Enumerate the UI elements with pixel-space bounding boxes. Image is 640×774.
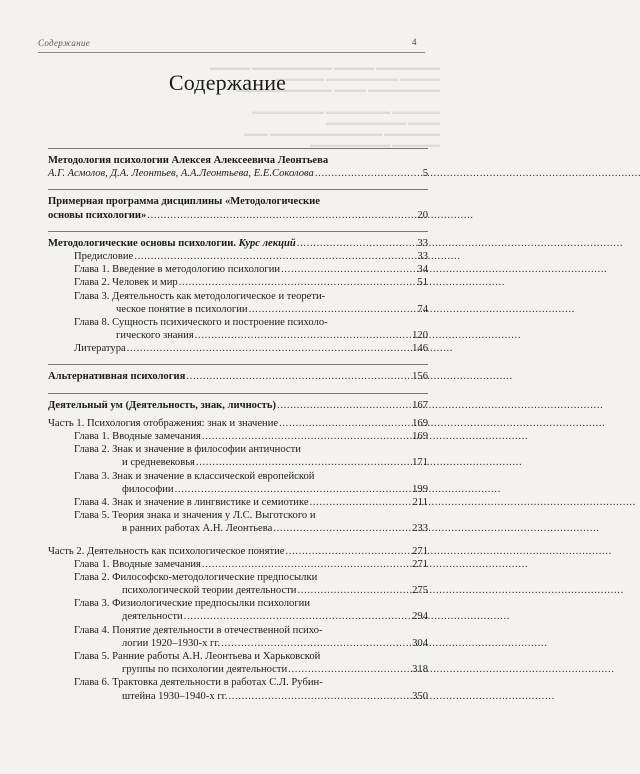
toc-page-number: 167: [412, 399, 428, 411]
toc-entry-title: Глава 2. Знак и значение в философии античности: [74, 444, 301, 456]
toc-entry[interactable]: [48, 496, 428, 509]
toc-entry-title: Глава 4. Знак и значение в лингвистике и семиотике: [74, 496, 309, 508]
toc-entry-title-cont: психологической теории деятельности: [122, 585, 297, 597]
toc-page-number: 169: [412, 431, 428, 442]
toc-part[interactable]: [48, 417, 428, 430]
toc-entry-title: Глава 2. Философско-методологические предпосылки: [74, 571, 318, 583]
dot-leader: [315, 167, 422, 180]
toc-page-number: 304: [412, 637, 428, 649]
toc-section-title: Деятельный ум (Деятельность, знак, личность): [48, 399, 277, 411]
dot-leader: [202, 430, 411, 443]
dot-leader: [175, 483, 412, 496]
toc-page-number: 146: [412, 343, 428, 355]
toc-entry-title: Предисловие: [74, 250, 134, 262]
toc-entry[interactable]: [48, 571, 428, 597]
toc-entry[interactable]: [48, 342, 428, 355]
toc-entry-title: Глава 5. Ранние работы А.Н. Леонтьева и Харьковской: [74, 651, 321, 662]
dot-leader: [249, 303, 417, 316]
toc-page-number: 275: [412, 585, 428, 597]
toc-entry-title: Глава 3. Знак и значение в классической европейской: [74, 470, 315, 482]
toc-page-number: 74: [417, 303, 428, 315]
toc-section-title: Альтернативная психология: [48, 371, 186, 383]
dot-leader: [273, 522, 411, 535]
dot-leader: [134, 250, 416, 263]
toc-part[interactable]: [48, 545, 428, 558]
toc-page-number: 20: [417, 209, 428, 221]
dot-leader: [179, 276, 417, 289]
toc-authors: А.Г. Асмолов, Д.А. Леонтьев, А.А.Леонтьева, Е.Е.Соколова: [48, 168, 314, 180]
toc-page-number: 34: [417, 264, 428, 276]
toc-entry[interactable]: [48, 558, 428, 571]
toc-entry[interactable]: [48, 316, 428, 342]
toc-section[interactable]: [48, 399, 428, 412]
toc-page-number: 233: [412, 523, 428, 535]
toc-page-number: 169: [412, 417, 428, 429]
toc-section-title: Методология психологии Алексея Алексеевича Леонтьева: [48, 155, 329, 166]
toc-entry[interactable]: [48, 597, 428, 623]
toc-section[interactable]: [48, 154, 428, 180]
toc-page-number: 51: [417, 277, 428, 289]
toc-entry-title-cont: философии: [122, 483, 174, 495]
toc-entry[interactable]: [48, 650, 428, 676]
toc-entry[interactable]: [48, 509, 428, 535]
running-head: Содержание: [38, 38, 91, 48]
dot-leader: [281, 263, 416, 276]
toc-page-number: 271: [412, 558, 428, 570]
toc-entry-title: Глава 1. Вводные замечания: [74, 558, 201, 570]
toc-entry-title-cont: гического знания: [116, 330, 194, 342]
dot-leader: [196, 456, 411, 469]
toc-entry[interactable]: [48, 470, 428, 496]
toc-entry-title-cont: и средневековья: [122, 457, 195, 469]
toc-page-number: 156: [412, 371, 428, 383]
toc-entry-title: Глава 3. Физиологические предпосылки психологии: [74, 598, 311, 610]
dot-leader: [228, 690, 411, 703]
toc-entry-title: Глава 4. Понятие деятельности в отечественной психо-: [74, 624, 323, 636]
toc-entry[interactable]: [48, 676, 428, 702]
toc-entry-title-cont: группы по психологии деятельности: [122, 664, 288, 676]
toc-page-number: 211: [412, 496, 428, 508]
toc-page-number: 350: [412, 690, 428, 702]
page-number: 4: [412, 37, 417, 47]
toc-entry[interactable]: [48, 250, 428, 263]
toc-section-title: Примерная программа дисциплины «Методологические: [48, 196, 320, 208]
toc-page-number: 33: [417, 250, 428, 262]
toc-page-number: 294: [412, 611, 428, 623]
dot-leader: [127, 342, 411, 355]
toc-entry-title: Литература: [74, 343, 126, 355]
toc-page-number: 120: [412, 330, 428, 342]
toc-entry-title-cont: штейна 1930–1940-х гг.: [122, 690, 228, 702]
toc-section-subtitle: Курс лекций: [238, 237, 296, 249]
dot-leader: [288, 663, 411, 676]
toc-page-number: 271: [412, 545, 428, 557]
toc-section-title-cont: основы психологии»: [48, 209, 147, 221]
toc-entry-title-cont: логии 1920–1930-х гг.: [122, 637, 221, 649]
toc-entry-title-cont: в ранних работах А.Н. Леонтьева: [122, 523, 273, 535]
toc-part-title: Часть 1. Психология отображения: знак и значение: [48, 417, 279, 429]
dot-leader: [147, 209, 416, 222]
toc-entry-title: Глава 2. Человек и мир: [74, 277, 178, 289]
toc-page-number: 33: [417, 237, 428, 249]
toc-entry-title: Глава 8. Сущность психического и построение психоло-: [74, 316, 328, 328]
toc-entry[interactable]: [48, 624, 428, 650]
toc-page-number: 171: [412, 457, 428, 469]
toc-page-number: 5: [422, 168, 428, 180]
toc-section[interactable]: [48, 237, 428, 250]
dot-leader: [202, 558, 411, 571]
toc-entry-title: Глава 5. Теория знака и значения у Л.С. Выготского и: [74, 510, 316, 522]
toc-section-title: Методологические основы психологии.: [48, 237, 236, 249]
toc-entry-title: Глава 6. Трактовка деятельности в работах С.Л. Рубин-: [74, 677, 323, 689]
toc-part-title: Часть 2. Деятельность как психологическое понятие: [48, 545, 285, 557]
toc-entry-title: Глава 1. Вводные замечания: [74, 431, 201, 442]
toc-entry[interactable]: [48, 276, 428, 289]
toc-page-number: 318: [412, 664, 428, 676]
toc-entry-title: Глава 3. Деятельность как методологическое и теорети-: [74, 290, 326, 302]
toc-entry-title-cont: ческое понятие в психологии: [116, 303, 248, 315]
dot-leader: [310, 496, 412, 509]
toc-section[interactable]: [48, 370, 428, 383]
toc-page-number: 199: [412, 483, 428, 495]
dot-leader: [184, 610, 411, 623]
table-of-contents: [48, 148, 428, 703]
toc-section[interactable]: [48, 195, 428, 221]
dot-leader: [297, 237, 417, 250]
dot-leader: [279, 417, 411, 430]
bleed-through-texture: ▬▬▬▬▬▬▬▬ ▬▬▬▬▬ ▬▬▬▬▬▬▬▬▬▬ ▬▬▬▬▬ ▬▬▬▬▬ ▬▬▬▬▬▬▬▬▬ ▬▬▬▬▬▬ ▬▬▬▬▬▬▬▬▬ ▬▬▬▬ ▬▬▬▬▬▬▬▬▬▬▬▬ ▬▬▬▬▬▬ ▬▬▬▬▬▬▬▬ ▬▬▬▬▬▬▬▬▬ ▬▬▬▬ ▬▬▬▬▬▬▬▬▬▬ ▬▬▬▬▬▬▬ ▬▬▬▬▬▬▬▬▬▬▬▬▬▬ ▬▬▬ ▬▬▬▬▬▬ ▬▬▬▬▬▬▬▬▬▬: [210, 63, 440, 149]
toc-entry-title-cont: деятельности: [122, 611, 183, 623]
dot-leader: [195, 329, 411, 342]
page-title: Содержание: [168, 70, 287, 95]
toc-entry[interactable]: [48, 430, 428, 443]
toc-entry[interactable]: [48, 443, 428, 469]
header-rule: [38, 52, 425, 53]
toc-entry-title: Глава 1. Введение в методологию психологии: [74, 264, 281, 276]
dot-leader: [297, 584, 411, 597]
dot-leader: [285, 545, 411, 558]
toc-entry[interactable]: [48, 263, 428, 276]
dot-leader: [221, 637, 411, 650]
toc-entry[interactable]: [48, 290, 428, 316]
dot-leader: [277, 399, 411, 412]
dot-leader: [186, 370, 411, 383]
